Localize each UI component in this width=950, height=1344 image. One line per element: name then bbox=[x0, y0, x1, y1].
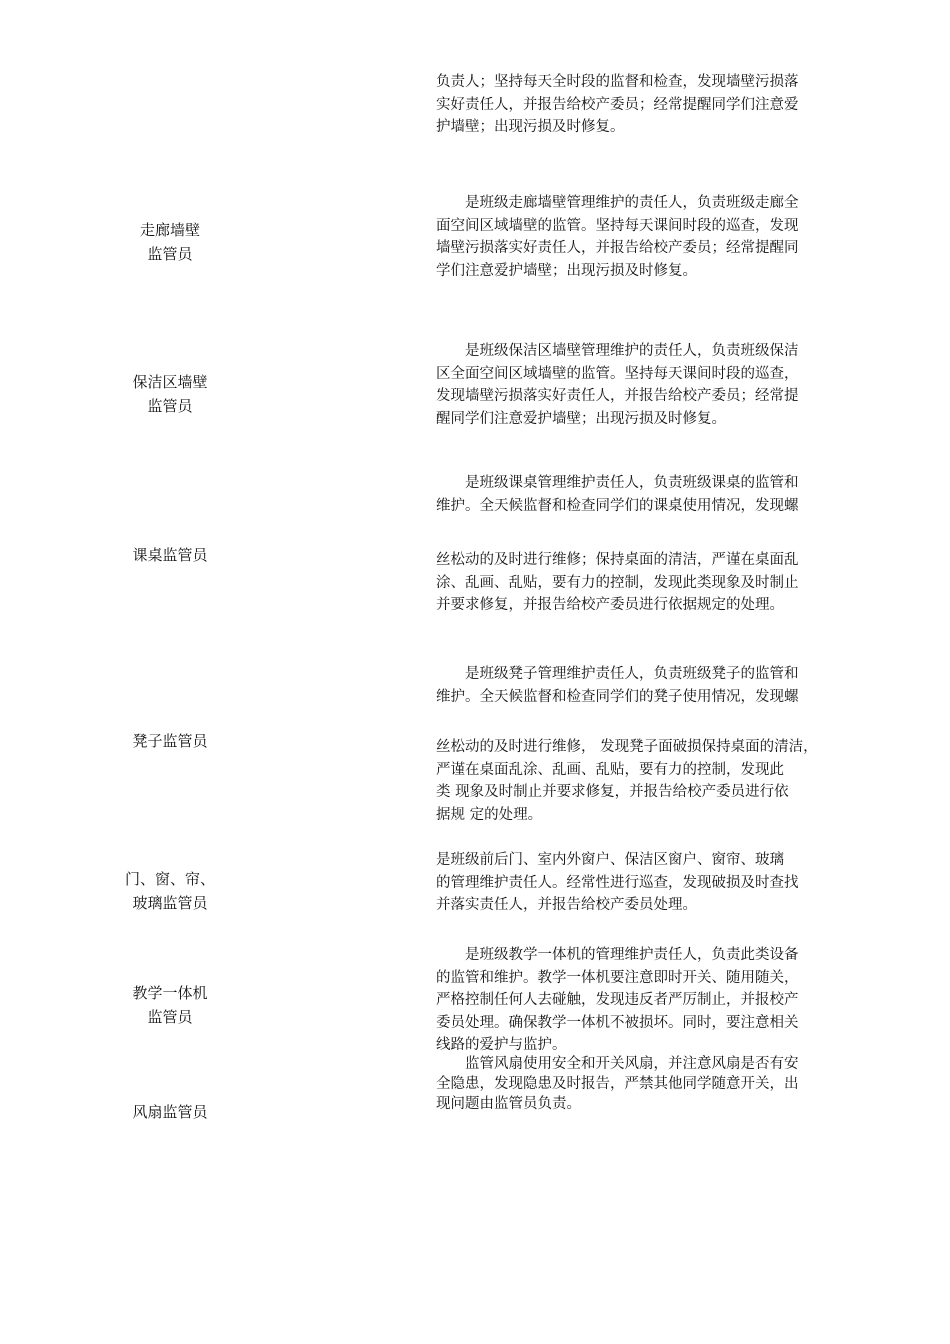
duty-stool-part-a bbox=[436, 663, 866, 708]
duty-cleaning-area-wall bbox=[436, 340, 866, 430]
duty-line: 据规 定的处理。 bbox=[436, 806, 543, 823]
role-line: 监管员 bbox=[147, 1008, 193, 1026]
duty-fan bbox=[436, 1054, 866, 1114]
role-corridor-wall-supervisor bbox=[100, 218, 240, 266]
role-stool-supervisor bbox=[100, 729, 240, 753]
duty-line: 是班级教学一体机的管理维护责任人，负责此类设备 bbox=[436, 947, 799, 963]
role-cleaning-area-wall-supervisor bbox=[100, 370, 240, 418]
duty-desk-part-a bbox=[436, 472, 866, 517]
duty-text-continued bbox=[436, 71, 866, 139]
duty-line: 发现墙壁污损落实好责任人，并报告给校产委员；经常提 bbox=[436, 388, 799, 404]
duty-line: 醒同学们注意爱护墙壁；出现污损及时修复。 bbox=[436, 410, 726, 427]
duty-line: 丝松动的及时进行维修；保持桌面的清洁，严谨在桌面乱 bbox=[436, 552, 799, 568]
duty-line: 墙壁污损落实好责任人，并报告给校产委员；经常提醒同 bbox=[436, 240, 799, 256]
duty-line: 负责人；坚持每天全时段的监督和检查，发现墙壁污损落 bbox=[436, 74, 799, 90]
duty-line: 维护。全天候监督和检查同学们的课桌使用情况，发现螺 bbox=[436, 497, 799, 514]
duty-line: 是班级凳子管理维护责任人，负责班级凳子的监管和 bbox=[436, 666, 799, 682]
role-line: 监管员 bbox=[147, 245, 193, 263]
duty-line: 严谨在桌面乱涂、乱画、乱贴，要有力的控制，发现此 bbox=[436, 761, 784, 778]
duty-line: 现问题由监管员负责。 bbox=[436, 1096, 581, 1112]
duty-line: 区全面空间区域墙壁的监管。坚持每天课间时段的巡查， bbox=[436, 365, 799, 382]
role-line: 凳子监管员 bbox=[132, 732, 208, 750]
duty-line: 并落实责任人，并报告给校产委员处理。 bbox=[436, 897, 697, 913]
role-line: 走廊墙壁 bbox=[139, 221, 200, 239]
duty-line: 是班级前后门、室内外窗户、保洁区窗户、窗帘、玻璃 bbox=[436, 852, 784, 868]
duty-line: 的监管和维护。教学一体机要注意即时开关、随用随关， bbox=[436, 969, 799, 986]
role-line: 保洁区墙壁 bbox=[132, 373, 208, 391]
role-desk-supervisor bbox=[100, 543, 240, 567]
role-line: 课桌监管员 bbox=[132, 546, 208, 564]
role-line: 教学一体机 bbox=[132, 984, 208, 1002]
duty-line: 是班级保洁区墙壁管理维护的责任人，负责班级保洁 bbox=[436, 343, 799, 359]
duty-line: 护墙壁；出现污损及时修复。 bbox=[436, 119, 625, 135]
duty-line: 实好责任人，并报告给校产委员；经常提醒同学们注意爱 bbox=[436, 96, 799, 113]
role-fan-supervisor bbox=[100, 1100, 240, 1124]
duty-line: 委员处理。确保教学一体机不被损坏。同时，要注意相关 bbox=[436, 1014, 799, 1031]
duty-line: 类 现象及时制止并要求修复，并报告给校产委员进行依 bbox=[436, 784, 789, 800]
duty-teaching-machine bbox=[436, 944, 866, 1057]
duty-line: 严格控制任何人去碰触，发现违反者严厉制止，并报校产 bbox=[436, 992, 799, 1008]
duty-line: 是班级走廊墙壁管理维护的责任人，负责班级走廊全 bbox=[436, 195, 799, 211]
duty-corridor-wall bbox=[436, 192, 866, 282]
duty-line: 是班级课桌管理维护责任人，负责班级课桌的监管和 bbox=[436, 475, 799, 491]
duty-line: 学们注意爱护墙壁；出现污损及时修复。 bbox=[436, 262, 697, 279]
role-teaching-machine-supervisor bbox=[100, 981, 240, 1029]
duty-line: 维护。全天候监督和检查同学们的凳子使用情况，发现螺 bbox=[436, 688, 799, 705]
role-line: 玻璃监管员 bbox=[132, 894, 208, 912]
duty-line: 监管风扇使用安全和开关风扇，并注意风扇是否有安 bbox=[436, 1056, 799, 1072]
duty-desk-part-b bbox=[436, 549, 866, 617]
role-line: 门、窗、帘、 bbox=[124, 870, 215, 888]
role-door-window-curtain-glass-supervisor bbox=[100, 867, 240, 915]
role-line: 风扇监管员 bbox=[132, 1103, 208, 1121]
duty-line: 线路的爱护与监护。 bbox=[436, 1037, 567, 1053]
duty-door-window-curtain-glass bbox=[436, 849, 866, 917]
duty-line: 丝松动的及时进行维修， 发现凳子面破损保持桌面的清洁， bbox=[436, 739, 818, 755]
duty-line: 的管理维护责任人。经常性进行巡查，发现破损及时查找 bbox=[436, 874, 799, 891]
duty-line: 面空间区域墙壁的监管。坚持每天课间时段的巡查，发现 bbox=[436, 217, 799, 234]
duty-line: 涂、乱画、乱贴，要有力的控制，发现此类现象及时制止 bbox=[436, 574, 799, 591]
duty-stool-part-b bbox=[436, 736, 866, 826]
duty-line: 并要求修复，并报告给校产委员进行依据规定的处理。 bbox=[436, 597, 784, 613]
role-line: 监管员 bbox=[147, 397, 193, 415]
duty-line: 全隐患，发现隐患及时报告，严禁其他同学随意开关，出 bbox=[436, 1076, 799, 1092]
